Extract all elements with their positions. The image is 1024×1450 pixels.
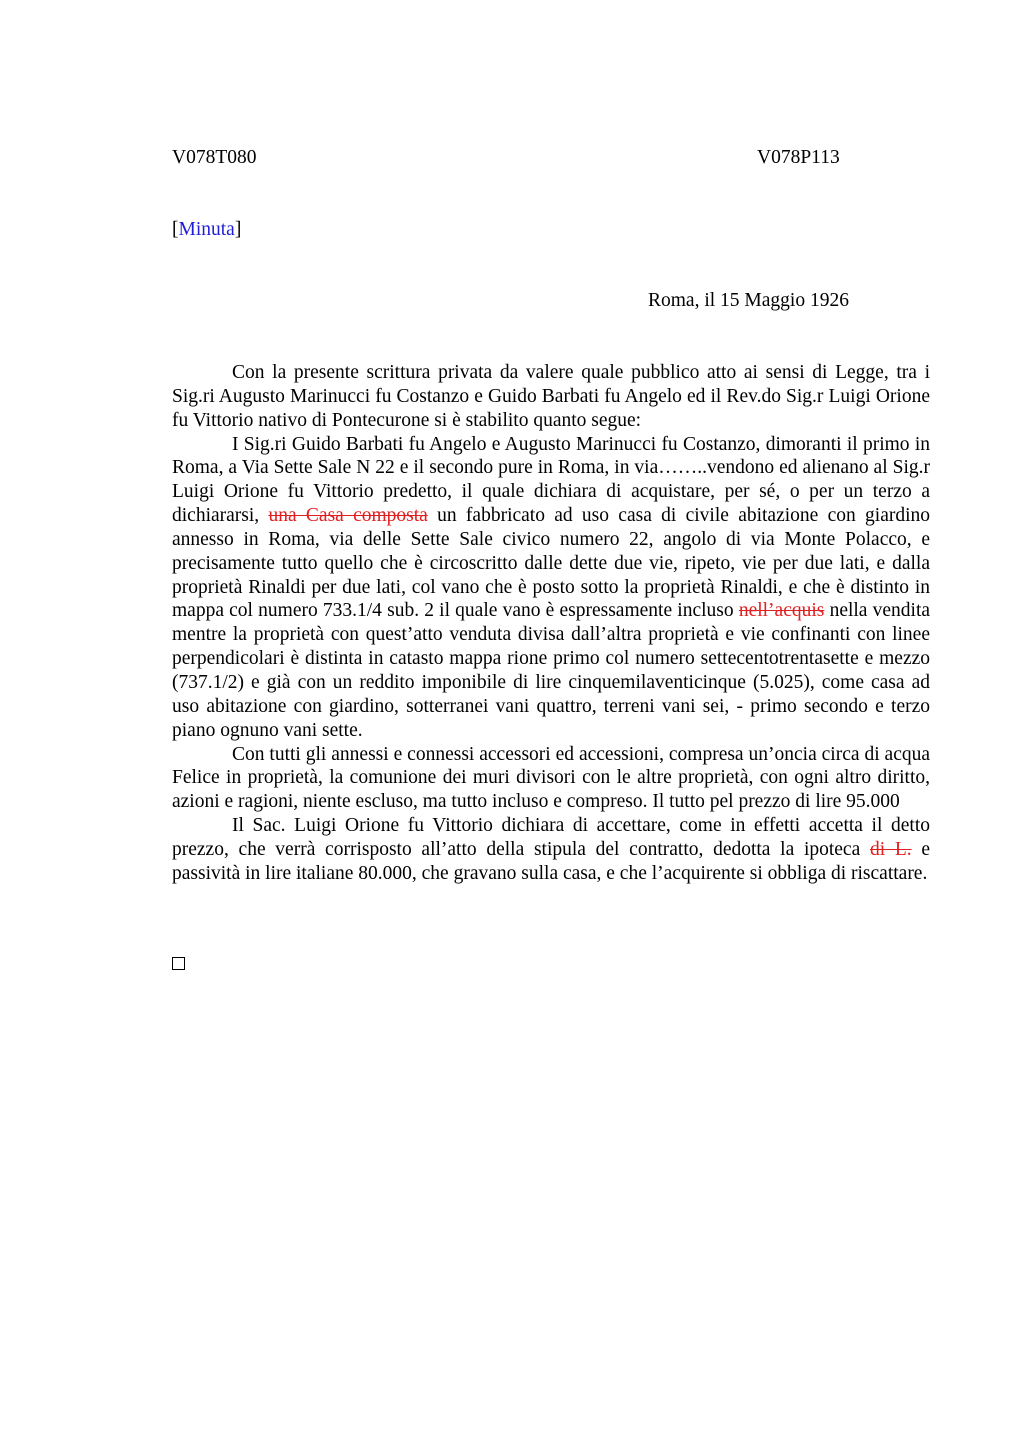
paragraph-2-text-b: un fabbricato ad uso casa di civile abitazione con giardino annesso in Roma, via delle Sette Sale civico numero 22, angolo di via Monte Polacco, e precisamente tutto quello che è circoscritto dalle dette due vie, ripeto, vie per due lati, e dalla proprietà Rinaldi per due lati, col vano che è posto sotto la proprietà Rinaldi, e che è distinto in mappa col numero 733.1/4 sub. 2 il quale vano è espressamente incluso <box>172 505 931 622</box>
end-marker-checkbox[interactable] <box>172 957 185 970</box>
paragraph-4-text-b: e passività in lire italiane 80.000, che gravano sulla casa, e che l’acquirente si obbliga di riscattare. <box>172 838 931 884</box>
deleted-text-3: di L. <box>869 838 912 860</box>
document-code-left: V078T080 <box>172 147 257 168</box>
paragraph-2-text-a: I Sig.ri Guido Barbati fu Angelo e Augusto Marinucci fu Costanzo, dimoranti il primo in Roma, a Via Sette Sale N 22 e il secondo pure in Roma, in via……..vendono ed alienano al Sig.r Luigi Orione fu Vittorio predetto, il quale dichiara di acquistare, per sé, o per un terzo a dichiararsi, <box>172 433 930 527</box>
paragraph-4-text-a: Il Sac. Luigi Orione fu Vittorio dichiara di accettare, come in effetti accetta il detto prezzo, che verrà corrisposto all’atto della stipula del contratto, dedotta la ipoteca <box>172 815 930 860</box>
deleted-text-1: una Casa composta <box>268 505 428 527</box>
deleted-text-2: nell’acquis <box>738 600 825 622</box>
document-body <box>172 361 930 886</box>
document-code-right: V078P113 <box>757 147 840 168</box>
minuta-open-bracket: [ <box>172 219 179 240</box>
minuta-link[interactable]: Minuta <box>178 219 235 240</box>
minuta-label <box>172 218 241 242</box>
document-date: Roma, il 15 Maggio 1926 <box>648 290 849 311</box>
paragraph-3: Con tutti gli annessi e connessi accessori ed accessioni, compresa un’oncia circa di acqua Felice in proprietà, la comunione dei muri divisori con le altre proprietà, con ogni altro diritto, azioni e ragioni, niente escluso, ma tutto incluso e compreso. Il tutto pel prezzo di lire 95.000 <box>172 743 930 813</box>
paragraph-1: Con la presente scrittura privata da valere quale pubblico atto ai sensi di Legge, tra i Sig.ri Augusto Marinucci fu Costanzo e Guido Barbati fu Angelo ed il Rev.do Sig.r Luigi Orione fu Vittorio nativo di Pontecurone si è stabilito quanto segue: <box>172 362 930 431</box>
paragraph-4 <box>172 814 930 886</box>
paragraph-2-text-c: nella vendita mentre la proprietà con quest’atto venduta divisa dall’altra proprietà e vie confinanti con linee perpendicolari è distinta in catasto mappa rione primo col numero settecentotrentasette e mezzo (737.1/2) e già con un reddito imponibile di lire cinquemilaventicinque (5.025), come casa ad uso abitazione con giardino, sotterranei vani quattro, terreni vani sei, - primo secondo e terzo piano ognuno vani sette. <box>172 600 931 741</box>
minuta-close-bracket: ] <box>234 219 242 240</box>
paragraph-2 <box>172 433 930 743</box>
